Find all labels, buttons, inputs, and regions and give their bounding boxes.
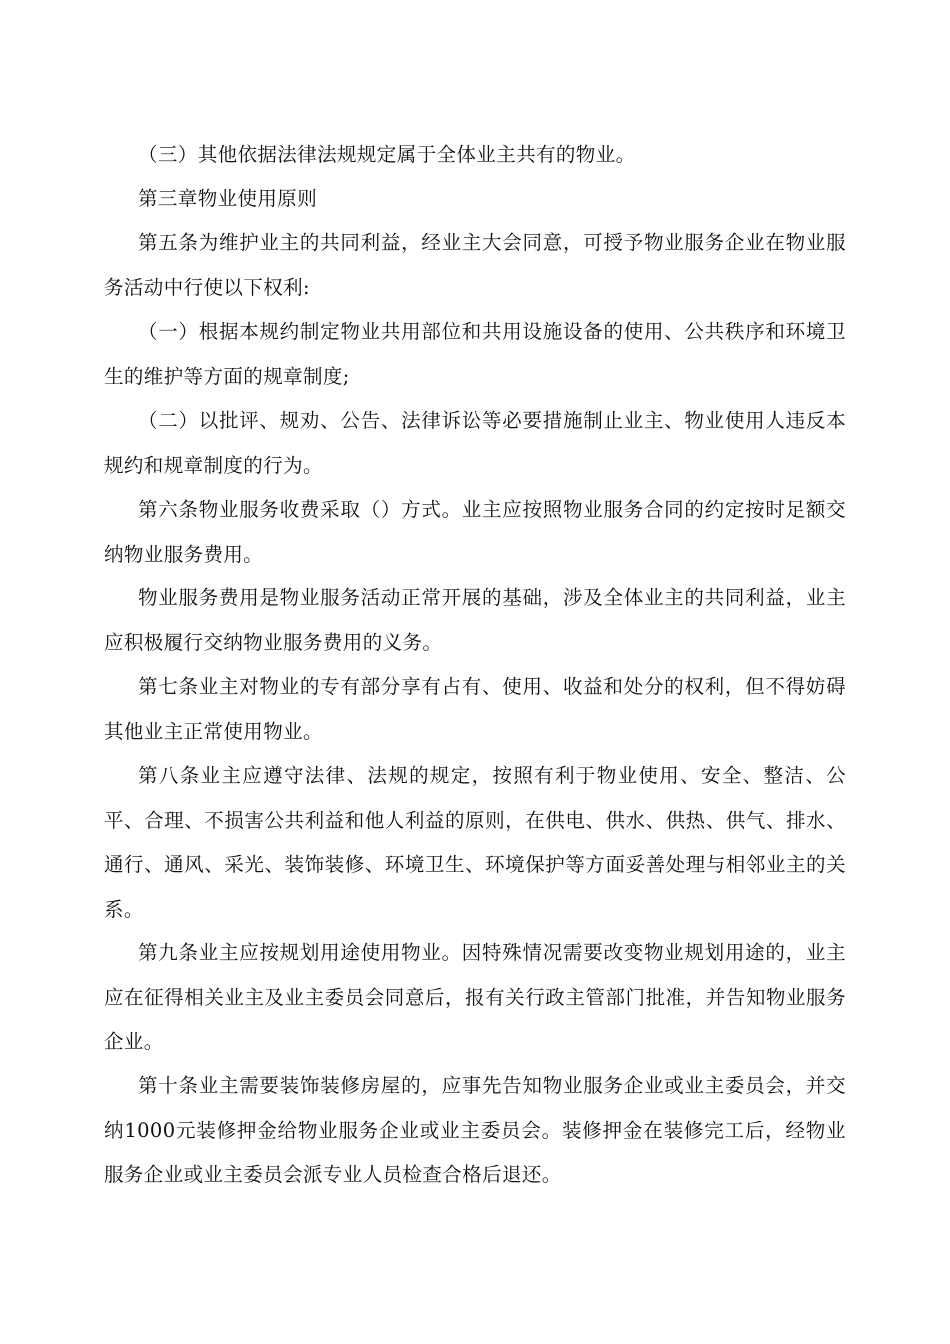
chapter-heading: 第三章物业使用原则 (138, 187, 318, 210)
paragraph-item-3-common-property: （三）其他依据法律法规规定属于全体业主共有的物业。 (138, 143, 636, 166)
article-5-item-2: （二）以批评、规劝、公告、法律诉讼等必要措施制止业主、物业使用人违反本规约和规章制度的行为。 (104, 409, 846, 477)
article-10: 第十条业主需要装饰装修房屋的，应事先告知物业服务企业或业主委员会，并交纳1000元装修押金给物业服务企业或业主委员会。装修押金在装修完工后，经物业服务企业或业主委员会派专业人员检查合格后退还。 (104, 1074, 846, 1186)
article-5-item-1: （一）根据本规约制定物业共用部位和共用设施设备的使用、公共秩序和环境卫生的维护等方面的规章制度; (104, 320, 846, 388)
article-8: 第八条业主应遵守法律、法规的规定，按照有利于物业使用、安全、整洁、公平、合理、不损害公共利益和他人利益的原则，在供电、供水、供热、供气、排水、通行、通风、采光、装饰装修、环境卫生、环境保护等方面妥善处理与相邻业主的关系。 (104, 764, 846, 921)
article-5: 第五条为维护业主的共同利益，经业主大会同意，可授予物业服务企业在物业服务活动中行使以下权利: (104, 231, 846, 299)
article-6: 第六条物业服务收费采取（）方式。业主应按照物业服务合同的约定按时足额交纳物业服务费用。 (104, 498, 846, 566)
article-6-fee-note: 物业服务费用是物业服务活动正常开展的基础，涉及全体业主的共同利益，业主应积极履行交纳物业服务费用的义务。 (104, 586, 846, 654)
article-9: 第九条业主应按规划用途使用物业。因特殊情况需要改变物业规划用途的，业主应在征得相关业主及业主委员会同意后，报有关行政主管部门批准，并告知物业服务企业。 (104, 941, 846, 1053)
article-7: 第七条业主对物业的专有部分享有占有、使用、收益和处分的权利，但不得妨碍其他业主正常使用物业。 (104, 675, 846, 743)
